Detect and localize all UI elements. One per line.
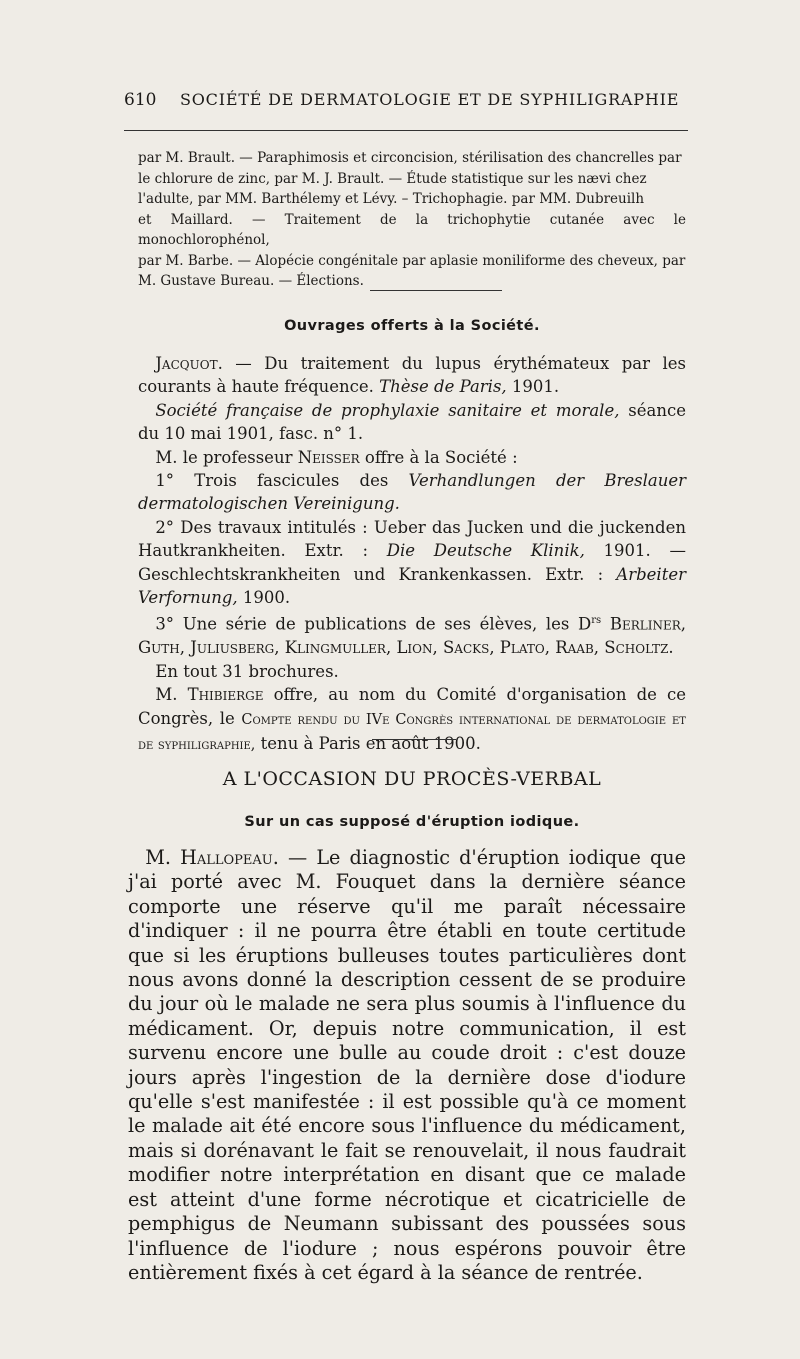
entry-text: M. <box>155 685 188 705</box>
section-divider <box>372 739 456 740</box>
running-header <box>124 90 686 110</box>
item-2 <box>138 516 686 610</box>
entry-text: tenu à Paris en août 1900. <box>255 734 481 753</box>
ouvrages-heading: Ouvrages offerts à la Société. <box>284 318 540 334</box>
student-names: Berliner, Guth, Juliusberg, Klingmuller, Lion, Sacks, Plato, Raab, Scholtz. <box>138 614 686 658</box>
agenda-line: l'adulte, par MM. Barthélemy et Lévy. – Trichophagie. par MM. Dubreuilh <box>138 191 645 207</box>
header-rule <box>124 130 688 131</box>
page-number: 610 <box>124 90 157 110</box>
entry-text: offre à la Société : <box>359 447 518 467</box>
proces-verbal-heading: A L'OCCASION DU PROCÈS-VERBAL <box>222 768 602 790</box>
section-divider <box>370 290 502 291</box>
author-name: Thibierge <box>187 685 264 705</box>
society-title: Société française de prophylaxie sanitaire et morale, <box>155 400 620 420</box>
agenda-line: le chlorure de zinc, par M. J. Brault. — Étude statistique sur les nævi chez <box>138 170 647 187</box>
ouvrages-section <box>138 352 686 757</box>
author-name: Jacquot. <box>155 354 223 373</box>
superscript: rs <box>591 615 602 627</box>
agenda-line: M. Gustave Bureau. — Élections. <box>138 273 364 289</box>
total-line: En tout 31 brochures. <box>155 661 339 681</box>
entry-text: 2° Des travaux intitulés : Ueber das Jucken und die juckenden Hautkrankheiten. Extr. : <box>138 517 686 561</box>
entry-year: 1901. <box>506 377 560 397</box>
neisser-entry <box>138 446 686 469</box>
entry-text: 3° Une série de publications de ses élèves, les D <box>155 614 592 634</box>
entry-text: M. <box>145 846 181 869</box>
entry-text: M. le professeur <box>155 447 298 467</box>
agenda-line: par M. Barbe. — Alopécie congénitale par aplasie moniliforme des cheveux, par <box>138 252 686 269</box>
entry-text: séance du 10 mai 1901, fasc. n° 1. <box>138 400 686 444</box>
entry-text: 1° Trois fascicules des <box>155 471 409 491</box>
agenda-line: et Maillard. — Traitement de la trichophytie cutanée avec le monochlorophénol, <box>138 211 686 248</box>
entry-text: 1901. — Geschlechtskrankheiten und Krankenkassen. Extr. : <box>138 541 686 584</box>
publication-title: Die Deutsche Klinik, <box>386 541 585 561</box>
running-title: SOCIÉTÉ DE DERMATOLOGIE ET DE SYPHILIGRAPHIE <box>180 90 680 109</box>
speaker-name: Hallopeau. <box>180 846 279 869</box>
proces-verbal-subheading: Sur un cas supposé d'éruption iodique. <box>244 814 580 830</box>
entry-text: — Du traitement du lupus érythémateux par les courants à haute fréquence. <box>138 354 686 397</box>
thibierge-entry <box>138 683 686 757</box>
author-name: Neisser <box>297 447 360 467</box>
item-1 <box>138 469 686 516</box>
entry-text: offre, au nom du Comité d'organisation de ce Congrès, le <box>138 685 687 728</box>
congress-title: Compte rendu du IVe Congrès international de dermatologie et de syphiligraphie, <box>138 711 686 753</box>
thesis-title: Thèse de Paris, <box>379 377 507 397</box>
agenda-line: par M. Brault. — Paraphimosis et circoncision, stérilisation des chancrelles par <box>138 150 682 166</box>
publication-title: Verhandlungen der Breslauer dermatologischen Vereinigung. <box>138 471 686 514</box>
hallopeau-paragraph <box>128 846 686 1285</box>
paragraph-text <box>128 846 686 1285</box>
item-3 <box>138 609 686 659</box>
jacquot-entry <box>138 352 686 399</box>
entry-text: 1900. <box>237 588 291 608</box>
body-text: — Le diagnostic d'éruption iodique que j'ai porté avec M. Fouquet dans la dernière séance comporte une réserve qu'il me paraît nécessaire d'indiquer : il ne pourra être établi en toute certitude que si les éruptions bulleuses toutes particulières dont nous avons donné la description cessent de se produire du jour où le malade ne sera plus soumis à l'influence du médicament. Or, depuis notre communication, il est survenu encore une bulle au coude droit : c'est douze jours après l'ingestion de la dernière dose d'iodure qu'elle s'est manifestée : il est possible qu'à ce moment le malade ait été encore sous l'influence du médicament, mais si dorénavant le fait se renouvelait, il nous faudrait modifier notre interprétation en disant que ce malade est atteint d'une forme nécrotique et cicatricielle de pemphigus de Neumann subissant des poussées sous l'influence de l'iodure ; nous espérons pouvoir être entièrement fixés à cet égard à la séance de rentrée. <box>128 846 686 1284</box>
agenda-paragraph <box>138 148 686 292</box>
societe-entry <box>138 399 686 446</box>
publication-title: Arbeiter Verfornung, <box>138 564 686 608</box>
